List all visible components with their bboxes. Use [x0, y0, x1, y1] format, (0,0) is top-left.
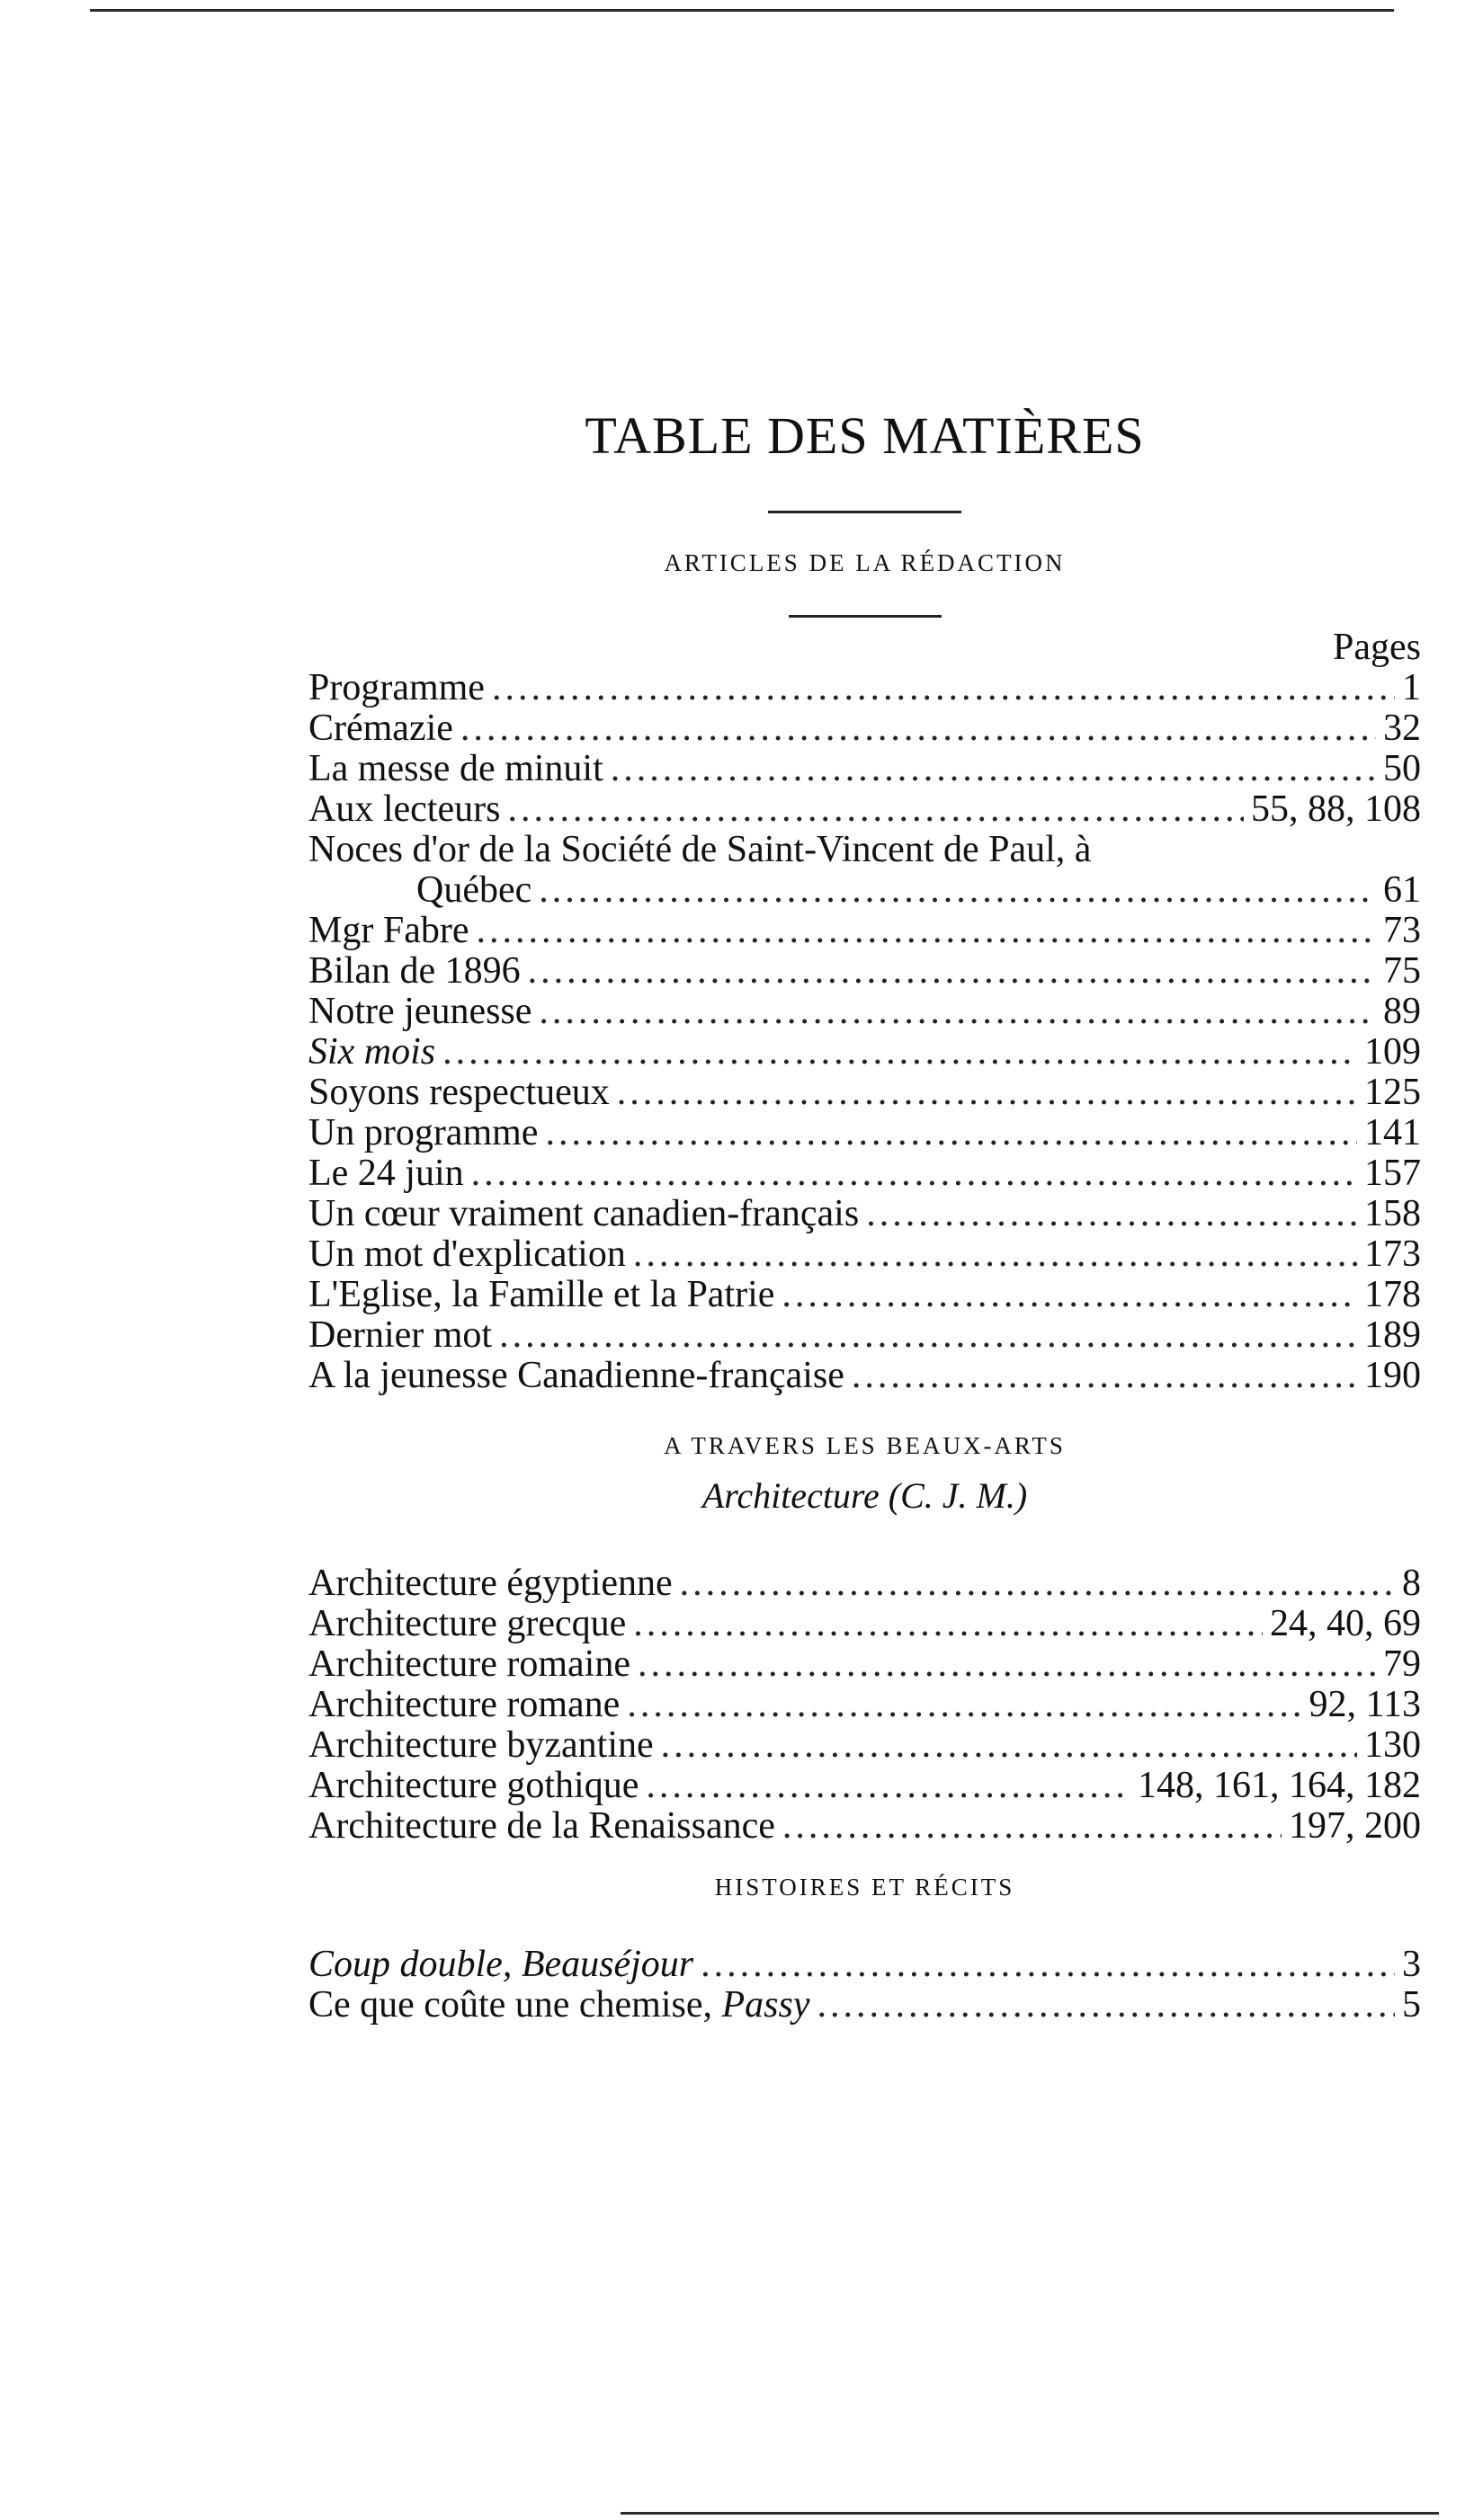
- section-heading-histoires: HISTOIRES ET RÉCITS: [714, 1873, 1015, 1901]
- leader-dots: [545, 1113, 1357, 1153]
- toc-entry: [308, 1153, 1421, 1194]
- leader-dots: [661, 1725, 1357, 1766]
- toc-entry: [308, 911, 1421, 951]
- toc-entry: [308, 1985, 1421, 2026]
- leader-dots: [633, 1604, 1263, 1644]
- leader-dots: [539, 992, 1376, 1032]
- leader-dots: [680, 1563, 1395, 1604]
- leader-dots: [638, 1644, 1376, 1685]
- toc-entry-page: 1: [1402, 666, 1421, 708]
- toc-entry-title: Bilan de 1896: [308, 949, 521, 992]
- leader-dots: [460, 708, 1376, 749]
- leader-dots: [507, 789, 1244, 830]
- toc-entry-title: Architecture égyptienne: [308, 1562, 673, 1604]
- leader-dots: [817, 1985, 1396, 2026]
- toc-entry-page: 130: [1364, 1723, 1421, 1766]
- toc-entry-title: Un programme: [308, 1111, 539, 1153]
- toc-entry-page: 158: [1364, 1192, 1421, 1234]
- leader-dots: [539, 870, 1376, 911]
- toc-entry-title: La messe de minuit: [308, 747, 603, 789]
- toc-entry-page: 197, 200: [1289, 1804, 1421, 1847]
- leader-dots: [476, 911, 1376, 951]
- toc-entry-page: 3: [1402, 1943, 1421, 1985]
- story-author: Passy: [721, 1983, 810, 2026]
- pages-column-label: Pages: [1333, 626, 1421, 668]
- toc-entry: [308, 1766, 1421, 1806]
- toc-entry-title: Architecture romaine: [308, 1643, 630, 1685]
- leader-dots: [633, 1234, 1357, 1275]
- section-heading-beaux-arts: A TRAVERS LES BEAUX-ARTS: [664, 1431, 1066, 1459]
- page-title: TABLE DES MATIÈRES: [585, 406, 1145, 465]
- leader-dots: [442, 1032, 1357, 1073]
- toc-list-histoires: [308, 1945, 1421, 2026]
- toc-entry-page: 189: [1364, 1313, 1421, 1356]
- table-of-contents-page: [308, 405, 1421, 2026]
- toc-entry-title: L'Eglise, la Famille et la Patrie: [308, 1273, 775, 1315]
- story-title: Ce que coûte une chemise,: [308, 1983, 712, 2026]
- toc-entry: [308, 1685, 1421, 1725]
- toc-entry-title: Architecture byzantine: [308, 1723, 654, 1766]
- toc-entry: [308, 1945, 1421, 1985]
- toc-entry-title: Le 24 juin: [308, 1152, 464, 1194]
- toc-entry: [308, 749, 1421, 789]
- story-author: Beauséjour: [521, 1943, 694, 1985]
- toc-entry: [308, 1275, 1421, 1315]
- toc-entry-page: 61: [1383, 868, 1421, 911]
- toc-entry-page: 89: [1383, 990, 1421, 1032]
- toc-entry: [308, 830, 1421, 870]
- page-bottom-edge: [621, 2512, 1439, 2515]
- toc-entry-title: Architecture romane: [308, 1683, 621, 1725]
- leader-dots: [499, 1315, 1357, 1356]
- toc-entry: [308, 1194, 1421, 1234]
- toc-entry: [308, 708, 1421, 749]
- toc-entry-title: Dernier mot: [308, 1313, 493, 1356]
- leader-dots: [471, 1153, 1357, 1194]
- leader-dots: [528, 951, 1376, 992]
- toc-entry: [308, 1604, 1421, 1644]
- toc-entry-title: [308, 1945, 693, 1985]
- story-title: Coup double,: [308, 1943, 513, 1985]
- toc-entry-page: 8: [1402, 1562, 1421, 1604]
- leader-dots: [617, 1073, 1357, 1113]
- toc-entry: [308, 1644, 1421, 1685]
- section-subheading-architecture: Architecture (C. J. M.): [701, 1474, 1028, 1516]
- toc-entry-title: Noces d'or de la Société de Saint-Vincent de Paul, à: [308, 828, 1092, 870]
- toc-list-beaux-arts: [308, 1563, 1421, 1847]
- toc-entry: [308, 1234, 1421, 1275]
- leader-dots: [492, 668, 1395, 708]
- toc-entry: [308, 668, 1421, 708]
- page-top-edge: [90, 9, 1394, 12]
- toc-entry-page: 125: [1364, 1071, 1421, 1113]
- toc-entry-page: 73: [1383, 909, 1421, 951]
- leader-dots: [866, 1194, 1357, 1234]
- toc-entry-page: 50: [1383, 747, 1421, 789]
- toc-entry: [308, 870, 1421, 911]
- toc-entry: [308, 1315, 1421, 1356]
- toc-entry-page: 173: [1364, 1233, 1421, 1275]
- toc-list-redaction: [308, 668, 1421, 1396]
- toc-entry-title: Architecture de la Renaissance: [308, 1804, 775, 1847]
- toc-entry: [308, 789, 1421, 830]
- toc-entry: [308, 1073, 1421, 1113]
- toc-entry-title: Programme: [308, 666, 485, 708]
- leader-dots: [852, 1356, 1357, 1396]
- toc-entry-title: Un mot d'explication: [308, 1233, 626, 1275]
- toc-entry-page: 5: [1402, 1983, 1421, 2026]
- toc-entry-title: Soyons respectueux: [308, 1071, 610, 1113]
- leader-dots: [782, 1806, 1282, 1847]
- toc-entry: [308, 1806, 1421, 1847]
- toc-entry-page: 75: [1383, 949, 1421, 992]
- section-heading-redaction: ARTICLES DE LA RÉDACTION: [664, 548, 1066, 576]
- toc-entry-title: Québec: [416, 868, 532, 911]
- toc-entry: [308, 1725, 1421, 1766]
- toc-entry-page: 148, 161, 164, 182: [1138, 1764, 1421, 1806]
- toc-entry-title: Six mois: [308, 1030, 436, 1073]
- toc-entry-page: 55, 88, 108: [1251, 788, 1421, 830]
- toc-entry-title: Un cœur vraiment canadien-français: [308, 1192, 860, 1234]
- toc-entry-title: Architecture grecque: [308, 1602, 627, 1644]
- toc-entry: [308, 1356, 1421, 1396]
- leader-dots: [646, 1766, 1130, 1806]
- toc-entry-page: 178: [1364, 1273, 1421, 1315]
- leader-dots: [782, 1275, 1357, 1315]
- toc-entry-page: 109: [1364, 1030, 1421, 1073]
- toc-entry-title: Architecture gothique: [308, 1764, 639, 1806]
- leader-dots: [701, 1945, 1395, 1985]
- toc-entry: [308, 1563, 1421, 1604]
- toc-entry-title: Mgr Fabre: [308, 909, 469, 951]
- toc-entry: [308, 1113, 1421, 1153]
- toc-entry-title: [308, 1985, 810, 2026]
- toc-entry: [308, 1032, 1421, 1073]
- toc-entry: [308, 992, 1421, 1032]
- toc-entry-page: 141: [1364, 1111, 1421, 1153]
- toc-entry-page: 92, 113: [1309, 1683, 1421, 1725]
- toc-entry-title: Notre jeunesse: [308, 990, 532, 1032]
- toc-entry-page: 24, 40, 69: [1270, 1602, 1421, 1644]
- toc-entry-title: Aux lecteurs: [308, 788, 501, 830]
- toc-entry: [308, 951, 1421, 992]
- toc-entry-title: A la jeunesse Canadienne-française: [308, 1354, 844, 1396]
- leader-dots: [627, 1685, 1301, 1725]
- leader-dots: [611, 749, 1376, 789]
- toc-entry-page: 32: [1383, 707, 1421, 749]
- toc-entry-title: Crémazie: [308, 707, 453, 749]
- toc-entry-page: 157: [1364, 1152, 1421, 1194]
- toc-entry-page: 190: [1364, 1354, 1421, 1396]
- toc-entry-page: 79: [1383, 1643, 1421, 1685]
